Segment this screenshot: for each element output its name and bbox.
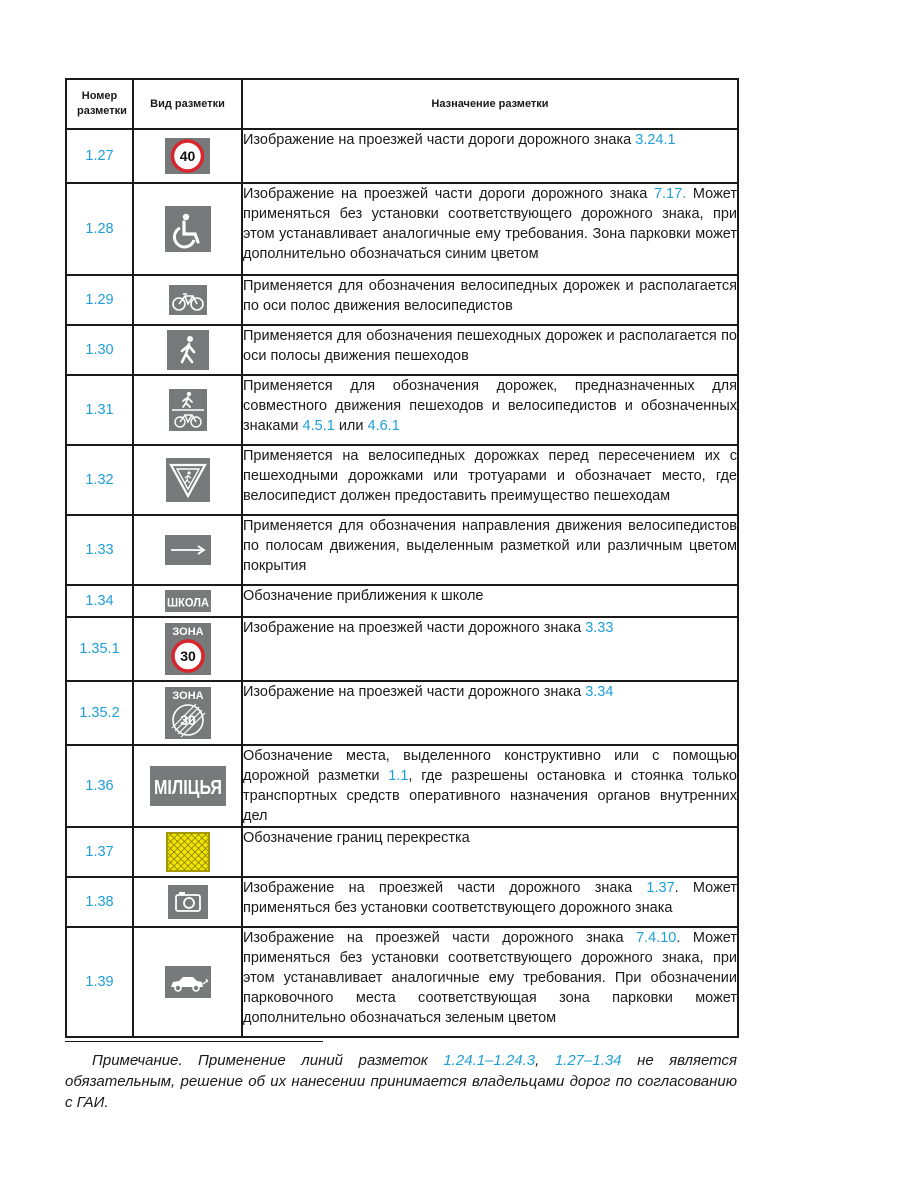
marking-description: [242, 515, 738, 585]
marking-description: [242, 827, 738, 877]
text-segment: Применяется на велосипедных дорожках перед пересечением их с пешеходными дорожками или тротуарами и обозначает место, где велосипедист должен предоставить преимущество пешеходам: [243, 448, 737, 504]
table-row: [66, 617, 738, 681]
marking-description: [242, 745, 738, 827]
marking-description: [242, 325, 738, 375]
reference-link[interactable]: 1.24.1–1.24.3: [443, 1052, 536, 1069]
speed-limit-value: 40: [179, 148, 196, 164]
table-row: [66, 183, 738, 275]
marking-number: 1.37: [66, 827, 133, 877]
reference-link[interactable]: 4.5.1: [302, 418, 335, 434]
text-segment: Применяется для обозначения велосипедных дорожек и располагается по оси полос движения велосипедистов: [243, 278, 737, 314]
footnote-divider: [65, 1041, 323, 1042]
school-label: ШКОЛА: [166, 595, 209, 610]
yield-pedestrian-icon: [166, 471, 210, 488]
marking-number: 1.32: [66, 445, 133, 515]
marking-number: 1.39: [66, 927, 133, 1037]
disabled-person-icon: [165, 220, 211, 237]
table-row: [66, 927, 738, 1037]
text-segment: Применяется для обозначения пешеходных дорожек и располагается по оси полосы движения пешеходов: [243, 328, 737, 364]
marking-description: [242, 681, 738, 745]
marking-number: 1.28: [66, 183, 133, 275]
text-segment: Изображение на проезжей части дорожного знака: [243, 930, 637, 946]
text-segment: ,: [535, 1052, 555, 1069]
table-row: [66, 877, 738, 927]
table-row: [66, 325, 738, 375]
text-segment: Обозначение приближения к школе: [243, 588, 484, 604]
zone-30-icon: [165, 626, 211, 664]
text-segment: Обозначение границ перекрестка: [243, 830, 470, 846]
reference-link[interactable]: 4.6.1: [367, 418, 400, 434]
text-segment: Изображение на проезжей части дорожного знака: [243, 620, 586, 636]
marking-number: 1.33: [66, 515, 133, 585]
marking-description: [242, 183, 738, 275]
pedestrian-icon: [167, 341, 209, 358]
zone-speed-value: 30: [179, 712, 196, 728]
zone-speed-value: 30: [179, 648, 196, 664]
police-label: МІЛІЦЬЯ: [153, 777, 222, 799]
electric-car-icon: [165, 973, 211, 990]
table-header-row: [66, 79, 738, 129]
text-segment: Обозначение места, выделенного конструктивно или с помощью дорожной разметки: [243, 748, 737, 784]
text-segment: Изображение на проезжей части дорожного знака: [243, 684, 586, 700]
speed-limit-40-icon: [165, 147, 210, 164]
reference-link[interactable]: 1.37: [646, 880, 675, 896]
text-segment: . Может применяться без установки соответствующего дорожного знака, при этом устанавливает аналогичные ему требования. При обозначении парковочного места соответствующая зона парковки может дополнительно обозначаться зеленым цветом: [243, 930, 737, 1026]
reference-link[interactable]: 1.27–1.34: [554, 1052, 622, 1069]
police-text-icon: [150, 777, 226, 799]
zone-label: ЗОНА: [171, 690, 204, 702]
reference-link[interactable]: 3.24.1: [635, 132, 676, 148]
text-segment: Применяется для обозначения направления движения велосипедистов по полосам движения, выделенным разметкой или различным цветом покрытия: [243, 518, 737, 574]
reference-link[interactable]: 7.17.: [653, 186, 687, 202]
text-segment: . Может применяться без установки соответствующего дорожного знака: [243, 880, 737, 916]
table-row: [66, 445, 738, 515]
header-purpose: Назначение разметки: [242, 79, 738, 129]
marking-number: 1.35.2: [66, 681, 133, 745]
marking-description: [242, 617, 738, 681]
reference-link[interactable]: 3.34: [585, 684, 614, 700]
reference-link[interactable]: 3.33: [585, 620, 614, 636]
marking-number: 1.31: [66, 375, 133, 445]
marking-number: 1.29: [66, 275, 133, 325]
table-row: [66, 681, 738, 745]
bicycle-icon: [169, 291, 207, 308]
marking-number: 1.35.1: [66, 617, 133, 681]
yellow-grid-icon: [166, 843, 210, 860]
text-segment: или: [334, 418, 368, 434]
markings-table: [65, 78, 739, 1038]
table-row: [66, 515, 738, 585]
school-text-icon: [165, 592, 211, 609]
text-segment: Изображение на проезжей части дороги дорожного знака: [243, 186, 654, 202]
text-segment: Применяется для обозначения дорожек, предназначенных для совместного движения пешеходов и велосипедистов и обозначенных знаками: [243, 378, 737, 434]
zone-30-end-icon: [165, 690, 211, 728]
footnote: [65, 1050, 737, 1113]
marking-description: [242, 927, 738, 1037]
header-type: Вид разметки: [133, 79, 242, 129]
marking-number: 1.36: [66, 745, 133, 827]
table-row: [66, 275, 738, 325]
zone-label: ЗОНА: [171, 626, 204, 638]
table-row: [66, 585, 738, 617]
table-row: [66, 745, 738, 827]
text-segment: не является обязательным, решение об их нанесении принимается владельцами дорог по согласованию с ГАИ.: [65, 1052, 737, 1111]
marking-description: [242, 129, 738, 183]
marking-description: [242, 445, 738, 515]
marking-description: [242, 275, 738, 325]
marking-number: 1.34: [66, 585, 133, 617]
reference-link[interactable]: 1.1: [388, 768, 409, 784]
pedestrian-bicycle-icon: [169, 401, 207, 418]
text-segment: Изображение на проезжей части дорожного знака: [243, 880, 647, 896]
table-row: [66, 129, 738, 183]
marking-number: 1.27: [66, 129, 133, 183]
marking-number: 1.38: [66, 877, 133, 927]
marking-description: [242, 375, 738, 445]
marking-number: 1.30: [66, 325, 133, 375]
text-segment: , где разрешены остановка и стоянка только транспортных средств оперативного назначения органов внутренних дел: [243, 768, 737, 824]
table-row: [66, 375, 738, 445]
text-segment: Примечание. Применение линий разметок: [92, 1052, 444, 1069]
table-row: [66, 827, 738, 877]
marking-description: [242, 585, 738, 617]
reference-link[interactable]: 7.4.10: [636, 930, 677, 946]
marking-description: [242, 877, 738, 927]
header-number: Номер разметки: [66, 79, 133, 129]
text-segment: Может применяться без установки соответствующего дорожного знака, при этом устанавливает аналогичные ему требования. Зона парковки может дополнительно обозначаться синим цветом: [243, 186, 737, 262]
text-segment: Изображение на проезжей части дороги дорожного знака: [243, 132, 636, 148]
arrow-right-icon: [165, 541, 211, 558]
camera-icon: [168, 893, 208, 910]
